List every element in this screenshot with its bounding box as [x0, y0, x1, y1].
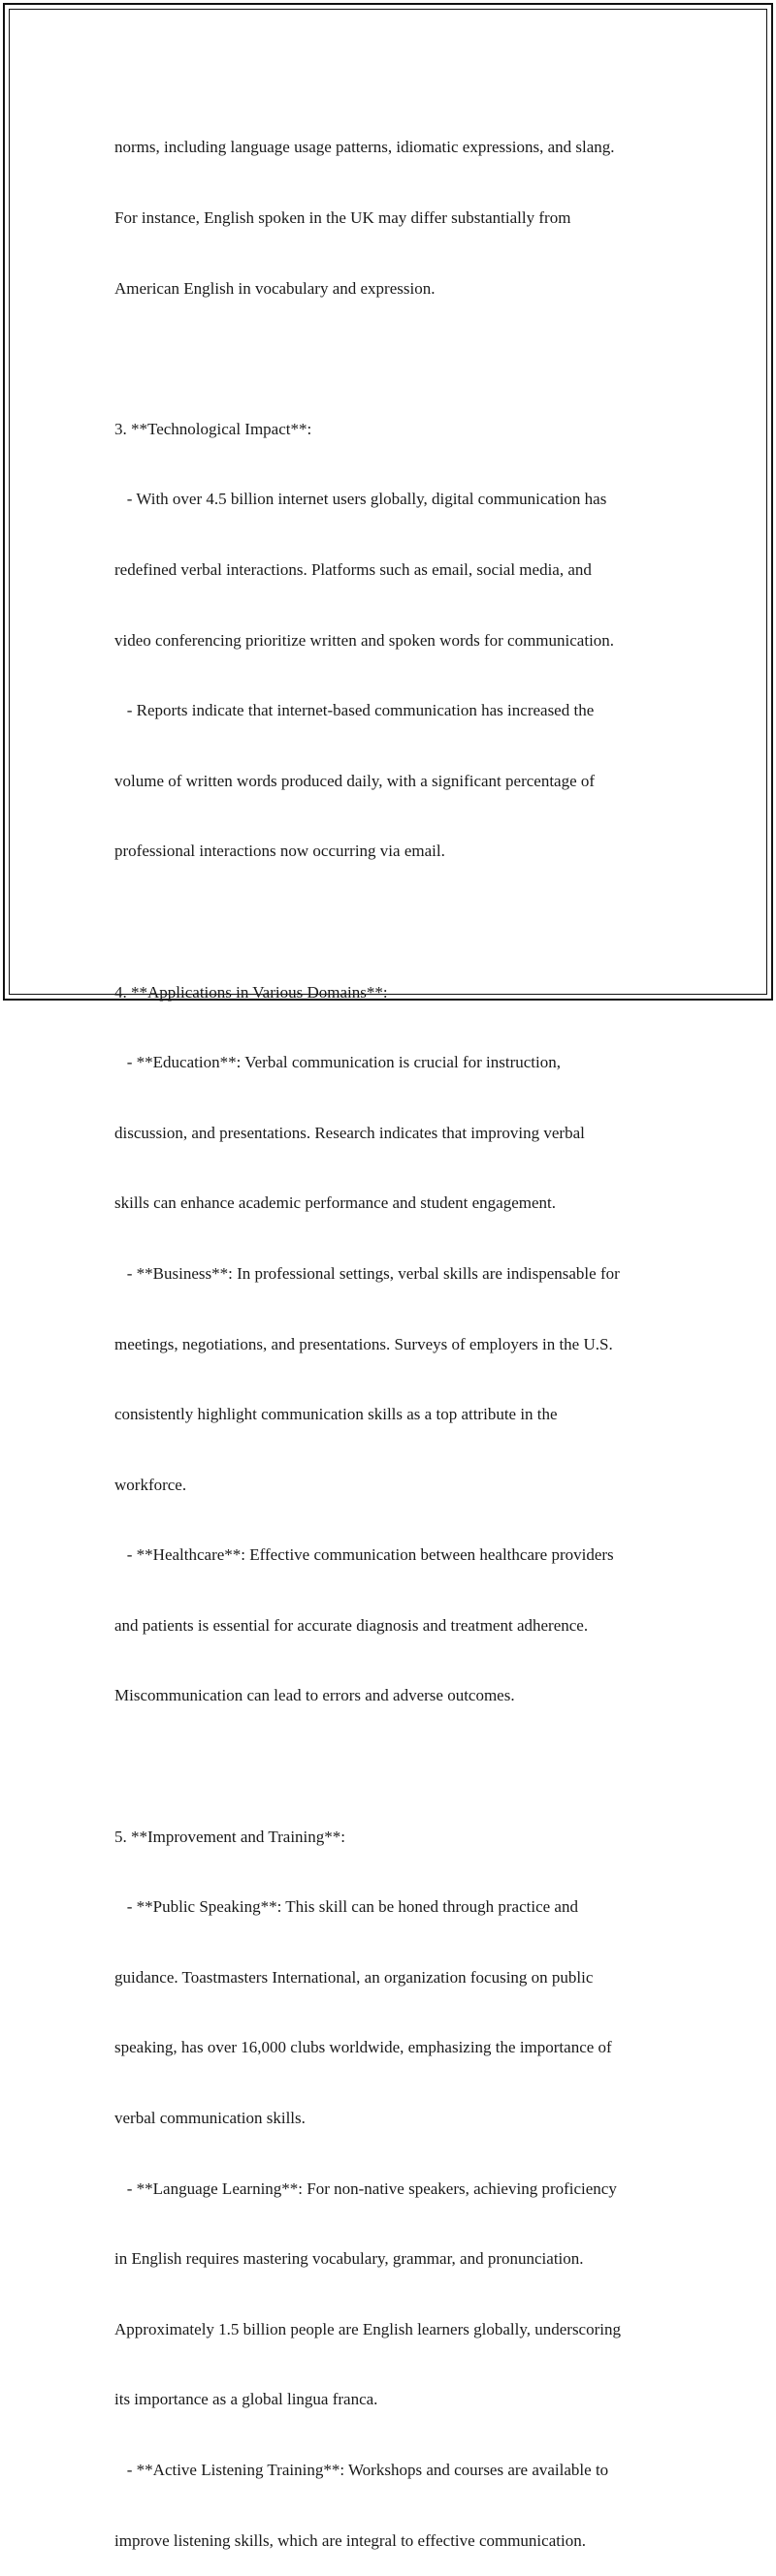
text-line: volume of written words produced daily, with a significant percentage of: [114, 771, 596, 790]
text-line: norms, including language usage patterns, idiomatic expressions, and slang.: [114, 138, 615, 157]
text-line: - Reports indicate that internet-based communication has increased the: [114, 701, 595, 720]
text-line: - **Language Learning**: For non-native speakers, achieving proficiency: [114, 2178, 617, 2198]
text-line: video conferencing prioritize written and spoken words for communication.: [114, 630, 615, 650]
text-line: guidance. Toastmasters International, an organization focusing on public: [114, 1967, 594, 1987]
text-line: and patients is essential for accurate diagnosis and treatment adherence.: [114, 1615, 589, 1635]
blank-line: [114, 1755, 696, 1778]
text-line: American English in vocabulary and expression.: [114, 278, 436, 298]
text-line: meetings, negotiations, and presentations. Surveys of employers in the U.S.: [114, 1334, 613, 1353]
text-line: - **Public Speaking**: This skill can be honed through practice and: [114, 1897, 578, 1917]
section-heading: 4. **Applications in Various Domains**:: [114, 982, 388, 1002]
text-line: its importance as a global lingua franca.: [114, 2390, 378, 2409]
text-line: - **Active Listening Training**: Workshops and courses are available to: [114, 2461, 609, 2479]
text-line: redefined verbal interactions. Platforms such as email, social media, and: [114, 559, 592, 579]
document-body: [114, 89, 696, 2576]
text-line: consistently highlight communication skills as a top attribute in the: [114, 1405, 558, 1424]
blank-line: [114, 347, 696, 370]
text-line: in English requires mastering vocabulary, grammar, and pronunciation.: [114, 2249, 584, 2269]
text-line: professional interactions now occurring via email.: [114, 842, 445, 861]
text-line: - **Business**: In professional settings, verbal skills are indispensable for: [114, 1263, 620, 1283]
text-line: verbal communication skills.: [114, 2109, 306, 2128]
text-line: - **Healthcare**: Effective communication between healthcare providers: [114, 1545, 614, 1565]
section-heading: 5. **Improvement and Training**:: [114, 1827, 345, 1846]
text-line: - **Education**: Verbal communication is crucial for instruction,: [114, 1053, 561, 1072]
text-line: Approximately 1.5 billion people are English learners globally, underscoring: [114, 2319, 621, 2338]
text-line: - With over 4.5 billion internet users globally, digital communication has: [114, 490, 607, 509]
blank-line: [114, 910, 696, 934]
text-line: Miscommunication can lead to errors and adverse outcomes.: [114, 1686, 515, 1705]
text-line: skills can enhance academic performance and student engagement.: [114, 1193, 557, 1213]
section-heading: 3. **Technological Impact**:: [114, 419, 312, 438]
text-line: discussion, and presentations. Research indicates that improving verbal: [114, 1123, 585, 1142]
text-line: improve listening skills, which are integral to effective communication.: [114, 2530, 586, 2550]
text-line: For instance, English spoken in the UK may differ substantially from: [114, 208, 571, 227]
text-line: speaking, has over 16,000 clubs worldwide, emphasizing the importance of: [114, 2038, 612, 2057]
text-line: workforce.: [114, 1475, 187, 1494]
